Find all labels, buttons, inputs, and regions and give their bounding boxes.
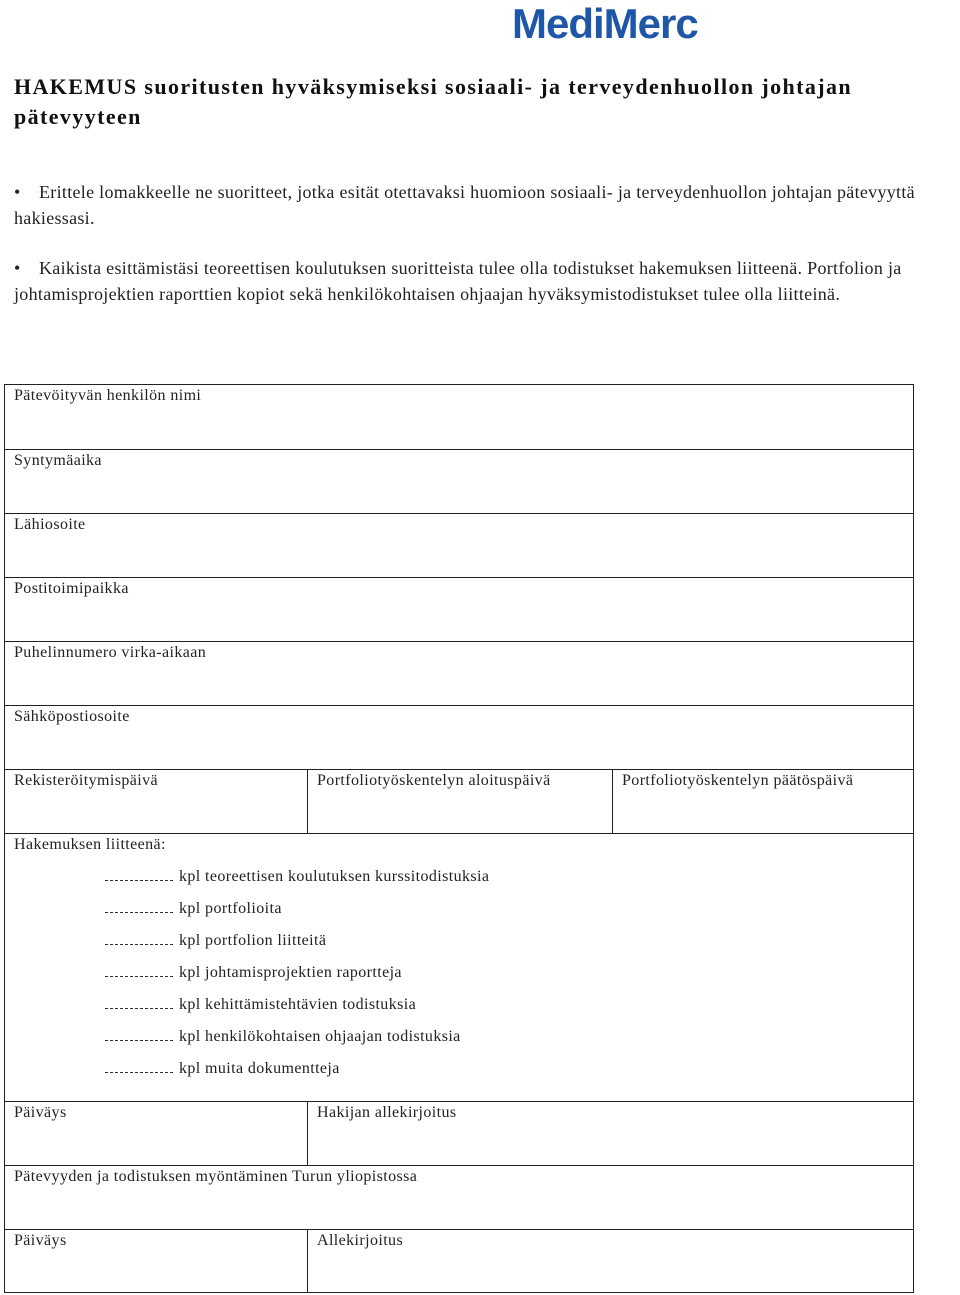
applicant-signature-field[interactable]	[307, 1102, 913, 1165]
name-field[interactable]	[5, 385, 913, 449]
registration-label: Rekisteröitymispäivä	[14, 772, 158, 789]
postal-field[interactable]	[5, 577, 913, 641]
attachments-label: Hakemuksen liitteenä:	[14, 836, 166, 853]
count-blank[interactable]	[105, 964, 173, 977]
page-title: HAKEMUS suoritusten hyväksymiseksi sosiaali- ja terveydenhuollon johtajan pätevyyteen	[14, 74, 853, 129]
attachment-item[interactable]: kpl portfolioita	[105, 900, 282, 918]
count-blank[interactable]	[105, 932, 173, 945]
attachment-item[interactable]: kpl teoreettisen koulutuksen kurssitodistuksia	[105, 868, 489, 886]
count-blank[interactable]	[105, 1028, 173, 1041]
attachment-item[interactable]: kpl kehittämistehtävien todistuksia	[105, 996, 416, 1014]
phone-field[interactable]	[5, 641, 913, 705]
dates-row	[5, 769, 913, 833]
portfolio-end-field[interactable]	[612, 770, 913, 833]
applicant-signature-label: Hakijan allekirjoitus	[317, 1104, 457, 1121]
email-label: Sähköpostiosoite	[14, 708, 130, 725]
bullet-icon: •	[14, 258, 21, 278]
signature-label: Allekirjoitus	[317, 1232, 404, 1249]
count-blank[interactable]	[105, 900, 173, 913]
portfolio-end-label: Portfoliotyöskentelyn päätöspäivä	[622, 772, 854, 789]
bullet-icon: •	[14, 182, 21, 202]
address-label: Lähiosoite	[14, 516, 86, 533]
count-blank[interactable]	[105, 1060, 173, 1073]
medimerc-logo: MediMerc	[512, 0, 698, 47]
instruction-item: • Kaikista esittämistäsi teoreettisen koulutuksen suoritteista tulee olla todistukset hakemuksen liitteenä. Portfolion ja johtamisprojektien raporttien kopiot sekä henkilökohtaisen ohjaajan hyväksymistodistukset tulee olla liitteinä.	[14, 258, 902, 304]
attachment-item[interactable]: kpl muita dokumentteja	[105, 1060, 340, 1078]
attachment-item[interactable]: kpl portfolion liitteitä	[105, 932, 326, 950]
grant-field[interactable]	[5, 1165, 913, 1229]
portfolio-start-label: Portfoliotyöskentelyn aloituspäivä	[317, 772, 551, 789]
address-field[interactable]	[5, 513, 913, 577]
portfolio-start-field[interactable]	[307, 770, 612, 833]
email-field[interactable]	[5, 705, 913, 769]
count-blank[interactable]	[105, 996, 173, 1009]
attachments-section	[5, 833, 913, 1101]
date-field[interactable]	[5, 1102, 307, 1165]
date2-field[interactable]	[5, 1230, 307, 1292]
birthdate-field[interactable]	[5, 449, 913, 513]
attachment-item[interactable]: kpl henkilökohtaisen ohjaajan todistuksia	[105, 1028, 461, 1046]
count-blank[interactable]	[105, 868, 173, 881]
applicant-signature-row	[5, 1101, 913, 1165]
date2-label: Päiväys	[14, 1232, 67, 1249]
name-label: Pätevöityvän henkilön nimi	[14, 387, 202, 404]
postal-label: Postitoimipaikka	[14, 580, 129, 597]
birthdate-label: Syntymäaika	[14, 452, 102, 469]
instructions-list	[14, 180, 954, 332]
registration-date-field[interactable]	[5, 770, 307, 833]
phone-label: Puhelinnumero virka-aikaan	[14, 644, 207, 661]
attachment-item[interactable]: kpl johtamisprojektien raportteja	[105, 964, 402, 982]
instruction-item: • Erittele lomakkeelle ne suoritteet, jotka esität otettavaksi huomioon sosiaali- ja terveydenhuollon johtajan pätevyyttä hakiessasi.	[14, 182, 915, 228]
signature-field[interactable]	[307, 1230, 913, 1292]
application-form	[4, 384, 914, 1293]
grant-label: Pätevyyden ja todistuksen myöntäminen Turun yliopistossa	[14, 1168, 418, 1185]
official-signature-row	[5, 1229, 913, 1292]
date-label: Päiväys	[14, 1104, 67, 1121]
